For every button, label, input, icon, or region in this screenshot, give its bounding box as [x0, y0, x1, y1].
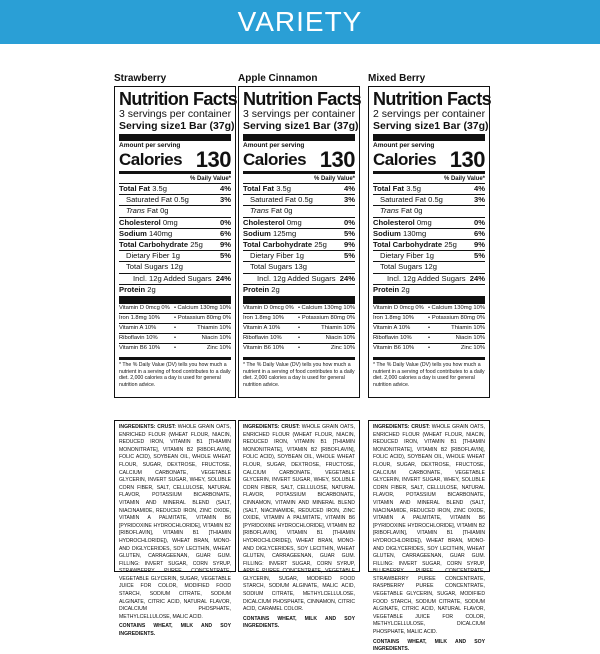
daily-value-header: % Daily Value* — [443, 176, 485, 182]
saturated-fat-pct: 3% — [474, 195, 485, 205]
bullet-separator: • — [427, 315, 431, 322]
vitamin-right: Calcium 130mg 10% — [301, 305, 355, 312]
total-fat-value: 3.5g — [406, 184, 421, 193]
servings-per-container: 3 servings per container — [119, 108, 232, 120]
calories-row — [373, 147, 485, 172]
variety-banner — [0, 0, 600, 44]
vitamin-right: Thiamin 10% — [321, 325, 355, 332]
dietary-fiber-pct: 5% — [344, 251, 355, 261]
saturated-fat-value: 0.5g — [428, 195, 443, 205]
daily-value-header: % Daily Value* — [189, 176, 231, 182]
vitamin-right: Niacin 10% — [455, 335, 485, 342]
serving-size-label: Serving size — [243, 120, 305, 132]
vitamin-left: Riboflavin 10% — [243, 335, 282, 342]
ingredients-text: WHOLE GRAIN OATS, ENRICHED FLOUR (WHEAT FLOUR, NIACIN, REDUCED IRON, VITAMIN B1 [THIAMIN MONONITRATE], VITAMIN B2 [RIBOFLAVIN], FOLIC ACID), SOYBEAN OIL, WHOLE WHEAT FLOUR, SUGAR, DEXTROSE, FRUCTOSE, CALCIUM CARBONATE, VEGETABLE GLYCERIN, INVERT SUGAR, WHEY, SOLUBLE CORN FIBER, SALT, CELLULOSE, NATURAL FLAVOR, POTASSIUM BICARBONATE, VITAMIN AND MINERAL BLEND (SALT, NIACINAMIDE, REDUCED IRON, ZINC OXIDE, VITAMIN A PALMITATE, VITAMIN B6 [PYRIDOXINE HYDROCHLORIDE], VITAMIN B2 [RIBOFLAVIN], VITAMIN B1 [THIAMIN HYDROCHLORIDE]), WHEAT BRAN, MONO- AND DIGLYCERIDES, SOY LECITHIN, WHEAT GLUTEN, CARRAGEENAN, GUAR GUM. FILLING: INVERT SUGAR, CORN SYRUP, STRAWBERRY PUREE CONCENTRATE, VEGETABLE GLYCERIN, SUGAR, VEGETABLE JUICE FOR COLOR, MODIFIED FOOD STARCH, SODIUM CITRATE, SODIUM ALGINATE, CITRIC ACID, NATURAL FLAVOR, DICALCIUM PHOSPHATE, METHYLCELLULOSE, MALIC ACID. — [119, 424, 231, 620]
vitamin-row — [373, 343, 485, 353]
serving-size-value: 1 Bar (37g) — [434, 120, 489, 132]
total-fat-pct: 4% — [474, 184, 485, 193]
total-carbohydrate-row: Total Carbohydrate 25g 9% — [373, 240, 485, 250]
total-carbohydrate-pct: 9% — [474, 240, 485, 250]
total-fat-value: 3.5g — [152, 184, 167, 193]
vitamin-right: Zinc 10% — [330, 345, 355, 352]
daily-value-header: % Daily Value* — [313, 176, 355, 182]
daily-value-footnote: * The % Daily Value (DV) tells you how much a nutrient in a serving of food contributes to a daily diet. 2,000 calories a day is used for general nutrition advice. — [119, 357, 231, 388]
vitamin-row — [373, 323, 485, 333]
trans-fat-value: 0g — [414, 206, 423, 216]
vitamin-right: Thiamin 10% — [451, 325, 485, 332]
trans-fat-value: 0g — [160, 206, 169, 216]
ingredients-label: INGREDIENTS: CRUST: — [373, 424, 430, 430]
vitamin-left: Vitamin A 10% — [119, 325, 157, 332]
added-sugars-row — [119, 273, 231, 284]
vitamin-row — [119, 333, 231, 343]
cholesterol-row: Cholesterol 0mg 0% — [373, 217, 485, 227]
total-carbohydrate-pct: 9% — [220, 240, 231, 250]
divider-thick — [119, 134, 231, 141]
serving-size-row — [243, 120, 359, 132]
vitamin-row — [119, 313, 231, 323]
nutrition-facts-title: Nutrition Facts — [373, 89, 492, 109]
protein-value: 2g — [147, 284, 156, 294]
total-sugars-value: 13g — [294, 262, 307, 272]
dietary-fiber-row: Dietary Fiber 1g 5% — [373, 250, 485, 261]
servings-per-container: 2 servings per container — [373, 108, 486, 120]
servings-per-container: 3 servings per container — [243, 108, 356, 120]
amount-per-serving: Amount per serving — [119, 142, 181, 149]
cholesterol-row: Cholesterol 0mg 0% — [119, 217, 231, 227]
total-sugars-value: 12g — [170, 262, 183, 272]
vitamin-row — [243, 303, 355, 313]
ingredients-text: WHOLE GRAIN OATS, ENRICHED FLOUR (WHEAT FLOUR, NIACIN, REDUCED IRON, VITAMIN B1 [THIAMIN MONONITRATE], VITAMIN B2 [RIBOFLAVIN], FOLIC ACID), SOYBEAN OIL, WHOLE WHEAT FLOUR, SUGAR, DEXTROSE, FRUCTOSE, CALCIUM CARBONATE, VEGETABLE GLYCERIN, INVERT SUGAR, WHEY, SOLUBLE CORN FIBER, SALT, CELLULOSE, NATURAL FLAVOR, POTASSIUM BICARBONATE, VITAMIN AND MINERAL BLEND (SALT, NIACINAMIDE, REDUCED IRON, ZINC OXIDE, VITAMIN A PALMITATE, VITAMIN B6 [PYRIDOXINE HYDROCHLORIDE], VITAMIN B2 [RIBOFLAVIN], VITAMIN B1 [THIAMIN HYDROCHLORIDE]), WHEAT BRAN, MONO- AND DIGLYCERIDES, SOY LECITHIN, WHEAT GLUTEN, CARRAGEENAN, GUAR GUM. FILLING: INVERT SUGAR, CORN SYRUP, BLUEBERRY PUREE CONCENTRATE, STRAWBERRY PUREE CONCENTRATE, RASPBERRY PUREE CONCENTRATE, VEGETABLE GLYCERIN, SUGAR, MODIFIED FOOD STARCH, SODIUM CITRATE, SODIUM ALGINATE, CITRIC ACID, NATURAL FLAVOR, VEGETABLE JUICE FOR COLOR, METHYLCELLULOSE, DICALCIUM PHOSPHATE, MALIC ACID. — [373, 424, 485, 636]
added-sugars-row — [243, 273, 355, 284]
total-carbohydrate-value: 25g — [444, 240, 457, 250]
vitamin-row — [119, 323, 231, 333]
added-sugars-pct: 24% — [215, 273, 231, 283]
vitamin-right: Zinc 10% — [460, 345, 485, 352]
total-carbohydrate-value: 25g — [190, 240, 203, 250]
divider-thick — [119, 296, 231, 303]
dietary-fiber-value: 1g — [425, 251, 435, 261]
dietary-fiber-pct: 5% — [474, 251, 485, 261]
ingredients-label: INGREDIENTS: CRUST: — [243, 424, 300, 430]
protein-row: Protein 2g — [373, 284, 485, 295]
trans-fat-row: Trans Fat 0g — [373, 205, 485, 216]
dietary-fiber-value: 1g — [295, 251, 305, 261]
vitamin-row — [243, 313, 355, 323]
ingredients-panel — [238, 420, 360, 630]
saturated-fat-row: Saturated Fat 0.5g 3% — [373, 194, 485, 205]
nutrition-facts-panel — [238, 86, 360, 398]
total-carbohydrate-row: Total Carbohydrate 25g 9% — [119, 240, 231, 250]
vitamin-row — [243, 343, 355, 353]
nutrition-facts-panel — [114, 86, 236, 398]
nutrition-facts-title: Nutrition Facts — [243, 89, 362, 109]
added-sugars-label: Incl. 12g Added Sugars — [257, 273, 336, 283]
calories-row — [243, 147, 355, 172]
total-fat-row: Total Fat 3.5g 4% — [243, 184, 355, 193]
ingredients-label: INGREDIENTS: CRUST: — [119, 424, 176, 430]
calories-label: Calories — [373, 150, 437, 169]
protein-row: Protein 2g — [243, 284, 355, 295]
serving-size-row — [373, 120, 489, 132]
dietary-fiber-value: 1g — [171, 251, 181, 261]
allergen-statement: CONTAINS WHEAT, MILK AND SOY INGREDIENTS. — [373, 638, 485, 653]
sodium-value: 125mg — [272, 228, 297, 238]
cholesterol-pct: 0% — [474, 217, 485, 227]
saturated-fat-value: 0.5g — [174, 195, 189, 205]
ingredients-panel — [114, 420, 236, 638]
saturated-fat-pct: 3% — [220, 195, 231, 205]
total-fat-pct: 4% — [344, 184, 355, 193]
sodium-row: Sodium 130mg 6% — [373, 228, 485, 238]
cholesterol-pct: 0% — [344, 217, 355, 227]
total-carbohydrate-pct: 9% — [344, 240, 355, 250]
ingredients-text: WHOLE GRAIN OATS, ENRICHED FLOUR (WHEAT FLOUR, NIACIN, REDUCED IRON, VITAMIN B1 [THIAMIN MONONITRATE], VITAMIN B2 [RIBOFLAVIN], FOLIC ACID), SOYBEAN OIL, WHOLE WHEAT FLOUR, SUGAR, DEXTROSE, FRUCTOSE, CALCIUM CARBONATE, VEGETABLE GLYCERIN, INVERT SUGAR, WHEY, SOLUBLE CORN FIBER, SALT, CELLULOSE, NATURAL FLAVOR, POTASSIUM BICARBONATE, CINNAMON, VITAMIN AND MINERAL BLEND (SALT, NIACINAMIDE, REDUCED IRON, ZINC OXIDE, VITAMIN A PALMITATE, VITAMIN B6 [PYRIDOXINE HYDROCHLORIDE], VITAMIN B2 [RIBOFLAVIN], VITAMIN B1 [THIAMIN HYDROCHLORIDE]), WHEAT BRAN, MONO- AND DIGLYCERIDES, SOY LECITHIN, WHEAT GLUTEN, CARRAGEENAN, GUAR GUM. FILLING: INVERT SUGAR, CORN SYRUP, APPLE PUREE CONCENTRATE, VEGETABLE GLYCERIN, SUGAR, MODIFIED FOOD STARCH, SODIUM ALGINATE, MALIC ACID, SODIUM CITRATE, METHYLCELLULOSE, DICALCIUM PHOSPHATE, CINNAMON, CITRIC ACID, CARAMEL COLOR. — [243, 424, 355, 613]
bullet-separator: • — [297, 325, 301, 332]
vitamin-row — [243, 333, 355, 343]
vitamins-table — [243, 303, 355, 353]
calories-label: Calories — [119, 150, 183, 169]
added-sugars-label: Incl. 12g Added Sugars — [387, 273, 466, 283]
dietary-fiber-pct: 5% — [220, 251, 231, 261]
trans-fat-row: Trans Fat 0g — [119, 205, 231, 216]
added-sugars-pct: 24% — [469, 273, 485, 283]
daily-value-footnote: * The % Daily Value (DV) tells you how much a nutrient in a serving of food contributes to a daily diet. 2,000 calories a day is used for general nutrition advice. — [373, 357, 485, 388]
vitamin-left: Vitamin B6 10% — [119, 345, 161, 352]
saturated-fat-value: 0.5g — [298, 195, 313, 205]
vitamins-table — [373, 303, 485, 353]
daily-value-footnote: * The % Daily Value (DV) tells you how much a nutrient in a serving of food contributes to a daily diet. 2,000 calories a day is used for general nutrition advice. — [243, 357, 355, 388]
bullet-separator: • — [173, 335, 177, 342]
protein-value: 2g — [401, 284, 410, 294]
vitamin-row — [373, 303, 485, 313]
bullet-separator: • — [427, 305, 431, 312]
sodium-row: Sodium 125mg 5% — [243, 228, 355, 238]
total-sugars-row: Total Sugars 12g — [119, 261, 231, 272]
bullet-separator: • — [297, 345, 301, 352]
saturated-fat-pct: 3% — [344, 195, 355, 205]
bullet-separator: • — [427, 335, 431, 342]
vitamin-row — [119, 343, 231, 353]
vitamin-row — [373, 313, 485, 323]
banner-title: VARIETY — [237, 6, 363, 37]
protein-row: Protein 2g — [119, 284, 231, 295]
vitamin-right: Potassium 80mg 0% — [301, 315, 355, 322]
calories-value: 130 — [195, 147, 231, 172]
calories-value: 130 — [449, 147, 485, 172]
serving-size-value: 1 Bar (37g) — [304, 120, 359, 132]
bullet-separator: • — [297, 335, 301, 342]
vitamin-left: Vitamin D 0mcg 0% — [373, 305, 424, 312]
sodium-pct: 5% — [344, 228, 355, 238]
vitamins-table — [119, 303, 231, 353]
vitamin-left: Vitamin B6 10% — [243, 345, 285, 352]
total-fat-row: Total Fat 3.5g 4% — [119, 184, 231, 193]
ingredients-panel — [368, 420, 490, 653]
sodium-value: 130mg — [402, 228, 427, 238]
calories-row — [119, 147, 231, 172]
cholesterol-value: 0mg — [162, 217, 178, 227]
total-fat-row: Total Fat 3.5g 4% — [373, 184, 485, 193]
calories-value: 130 — [319, 147, 355, 172]
vitamin-right: Zinc 10% — [206, 345, 231, 352]
vitamin-right: Niacin 10% — [325, 335, 355, 342]
cholesterol-pct: 0% — [220, 217, 231, 227]
sodium-pct: 6% — [220, 228, 231, 238]
total-fat-pct: 4% — [220, 184, 231, 193]
vitamin-row — [373, 333, 485, 343]
cholesterol-value: 0mg — [416, 217, 432, 227]
vitamin-left: Vitamin D 0mcg 0% — [119, 305, 170, 312]
divider-thick — [243, 296, 355, 303]
serving-size-label: Serving size — [373, 120, 435, 132]
total-sugars-row: Total Sugars 12g — [373, 261, 485, 272]
bullet-separator: • — [173, 345, 177, 352]
amount-per-serving: Amount per serving — [373, 142, 435, 149]
cholesterol-value: 0mg — [286, 217, 302, 227]
divider-thick — [243, 134, 355, 141]
divider-thick — [373, 296, 485, 303]
added-sugars-label: Incl. 12g Added Sugars — [133, 273, 212, 283]
total-sugars-value: 12g — [424, 262, 437, 272]
vitamin-left: Riboflavin 10% — [373, 335, 412, 342]
sodium-pct: 6% — [474, 228, 485, 238]
serving-size-label: Serving size — [119, 120, 181, 132]
total-sugars-row: Total Sugars 13g — [243, 261, 355, 272]
total-carbohydrate-row: Total Carbohydrate 25g 9% — [243, 240, 355, 250]
vitamin-left: Iron 1.8mg 10% — [243, 315, 284, 322]
flavor-name: Apple Cinnamon — [238, 73, 318, 84]
total-carbohydrate-value: 25g — [314, 240, 327, 250]
amount-per-serving: Amount per serving — [243, 142, 305, 149]
trans-fat-value: 0g — [284, 206, 293, 216]
vitamin-right: Calcium 130mg 10% — [177, 305, 231, 312]
sodium-row: Sodium 140mg 6% — [119, 228, 231, 238]
nutrition-facts-title: Nutrition Facts — [119, 89, 238, 109]
vitamin-left: Riboflavin 10% — [119, 335, 158, 342]
divider-thick — [373, 134, 485, 141]
bullet-separator: • — [173, 305, 177, 312]
vitamin-row — [119, 303, 231, 313]
allergen-statement: CONTAINS WHEAT, MILK AND SOY INGREDIENTS. — [243, 615, 355, 630]
saturated-fat-row: Saturated Fat 0.5g 3% — [119, 194, 231, 205]
bullet-separator: • — [427, 345, 431, 352]
dietary-fiber-row: Dietary Fiber 1g 5% — [119, 250, 231, 261]
total-fat-value: 3.5g — [276, 184, 291, 193]
added-sugars-row — [373, 273, 485, 284]
vitamin-left: Vitamin A 10% — [243, 325, 281, 332]
vitamin-left: Iron 1.8mg 10% — [373, 315, 414, 322]
flavor-name: Strawberry — [114, 73, 167, 84]
vitamin-right: Calcium 130mg 10% — [431, 305, 485, 312]
dietary-fiber-row: Dietary Fiber 1g 5% — [243, 250, 355, 261]
vitamin-right: Potassium 80mg 0% — [431, 315, 485, 322]
vitamin-right: Thiamin 10% — [197, 325, 231, 332]
trans-fat-row: Trans Fat 0g — [243, 205, 355, 216]
vitamin-left: Vitamin D 0mcg 0% — [243, 305, 294, 312]
vitamin-row — [243, 323, 355, 333]
allergen-statement: CONTAINS WHEAT, MILK AND SOY INGREDIENTS. — [119, 623, 231, 638]
bullet-separator: • — [173, 325, 177, 332]
bullet-separator: • — [173, 315, 177, 322]
sodium-value: 140mg — [148, 228, 173, 238]
added-sugars-pct: 24% — [339, 273, 355, 283]
bullet-separator: • — [297, 315, 301, 322]
vitamin-left: Iron 1.8mg 10% — [119, 315, 160, 322]
protein-value: 2g — [271, 284, 280, 294]
serving-size-row — [119, 120, 235, 132]
flavor-name: Mixed Berry — [368, 73, 426, 84]
nutrition-facts-panel — [368, 86, 490, 398]
cholesterol-row: Cholesterol 0mg 0% — [243, 217, 355, 227]
vitamin-right: Potassium 80mg 0% — [177, 315, 231, 322]
calories-label: Calories — [243, 150, 307, 169]
vitamin-left: Vitamin A 10% — [373, 325, 411, 332]
serving-size-value: 1 Bar (37g) — [180, 120, 235, 132]
bullet-separator: • — [297, 305, 301, 312]
saturated-fat-row: Saturated Fat 0.5g 3% — [243, 194, 355, 205]
vitamin-right: Niacin 10% — [201, 335, 231, 342]
bullet-separator: • — [427, 325, 431, 332]
vitamin-left: Vitamin B6 10% — [373, 345, 415, 352]
